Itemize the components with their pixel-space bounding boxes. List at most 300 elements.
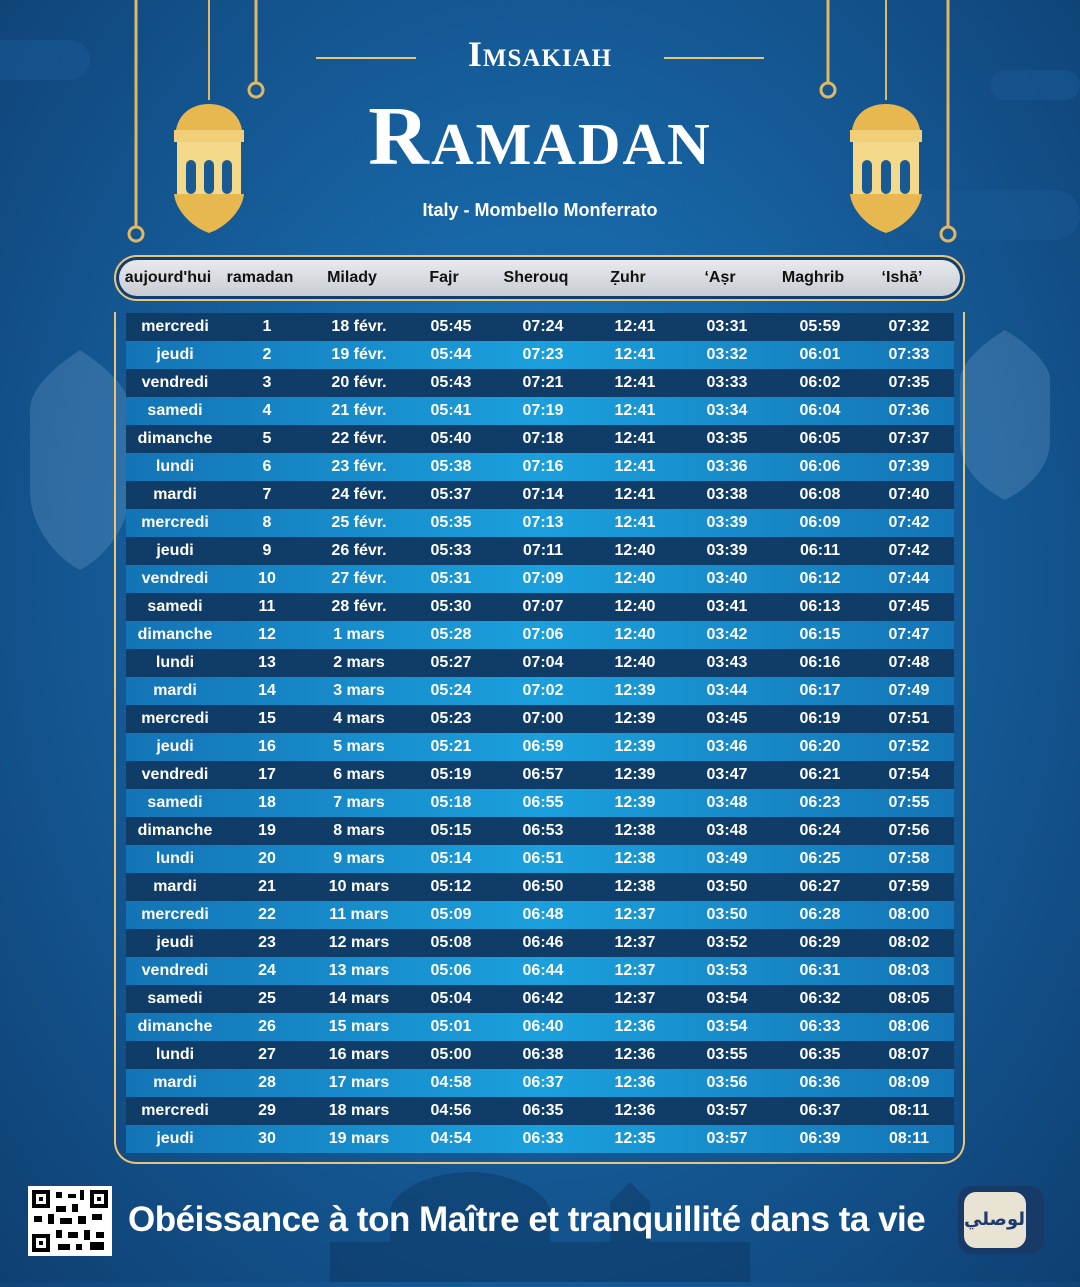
day-cell: jeudi	[156, 346, 194, 363]
asr-time-cell: 03:53	[706, 962, 748, 979]
maghrib-time-cell: 06:01	[799, 346, 841, 363]
asr-time-cell: 03:44	[706, 682, 748, 699]
table-row	[126, 481, 954, 509]
isha-time-cell: 07:37	[888, 430, 930, 447]
zuhr-time-cell: 12:41	[614, 318, 656, 335]
gregorian-date-cell: 27 févr.	[331, 570, 387, 587]
fajr-time-cell: 04:54	[430, 1130, 472, 1147]
gregorian-date-cell: 4 mars	[333, 710, 385, 727]
zuhr-time-cell: 12:41	[614, 486, 656, 503]
asr-time-cell: 03:56	[706, 1074, 748, 1091]
gregorian-date-cell: 3 mars	[333, 682, 385, 699]
sherouq-time-cell: 07:06	[522, 626, 564, 643]
sherouq-time-cell: 06:55	[522, 794, 564, 811]
table-row	[126, 425, 954, 453]
day-cell: mercredi	[141, 318, 209, 335]
isha-time-cell: 07:51	[888, 710, 930, 727]
day-cell: mardi	[153, 486, 197, 503]
asr-time-cell: 03:40	[706, 570, 748, 587]
isha-time-cell: 07:58	[888, 850, 930, 867]
zuhr-time-cell: 12:37	[614, 990, 656, 1007]
day-cell: mercredi	[141, 514, 209, 531]
isha-time-cell: 08:05	[888, 990, 930, 1007]
sherouq-time-cell: 06:57	[522, 766, 564, 783]
day-cell: vendredi	[141, 766, 209, 783]
sherouq-time-cell: 06:40	[522, 1018, 564, 1035]
asr-time-cell: 03:45	[706, 710, 748, 727]
ramadan-day-cell: 16	[258, 738, 276, 755]
maghrib-time-cell: 06:04	[799, 402, 841, 419]
ramadan-day-cell: 8	[262, 514, 272, 531]
table-row	[126, 985, 954, 1013]
table-row	[126, 537, 954, 565]
sherouq-time-cell: 07:24	[522, 318, 564, 335]
maghrib-time-cell: 06:05	[799, 430, 841, 447]
ramadan-day-cell: 24	[258, 962, 276, 979]
isha-time-cell: 07:48	[888, 654, 930, 671]
day-cell: samedi	[147, 990, 203, 1007]
table-row	[126, 929, 954, 957]
isha-time-cell: 07:56	[888, 822, 930, 839]
ramadan-day-cell: 27	[258, 1046, 276, 1063]
maghrib-time-cell: 06:37	[799, 1102, 841, 1119]
fajr-time-cell: 05:44	[430, 346, 472, 363]
ramadan-day-cell: 4	[262, 402, 272, 419]
table-row	[126, 565, 954, 593]
table-row	[126, 705, 954, 733]
table-row	[126, 397, 954, 425]
column-header-sherouq: Sherouq	[503, 269, 569, 286]
zuhr-time-cell: 12:37	[614, 962, 656, 979]
maghrib-time-cell: 06:33	[799, 1018, 841, 1035]
sherouq-time-cell: 06:53	[522, 822, 564, 839]
day-cell: vendredi	[141, 962, 209, 979]
sherouq-time-cell: 07:21	[522, 374, 564, 391]
fajr-time-cell: 05:12	[430, 878, 472, 895]
ramadan-day-cell: 30	[258, 1130, 276, 1147]
title-imsakiah: Imsakiah	[467, 34, 613, 74]
day-cell: mercredi	[141, 906, 209, 923]
maghrib-time-cell: 06:28	[799, 906, 841, 923]
day-cell: jeudi	[156, 738, 194, 755]
gregorian-date-cell: 10 mars	[328, 878, 390, 895]
maghrib-time-cell: 06:20	[799, 738, 841, 755]
sherouq-time-cell: 07:04	[522, 654, 564, 671]
fajr-time-cell: 05:40	[430, 430, 472, 447]
maghrib-time-cell: 06:24	[799, 822, 841, 839]
sherouq-time-cell: 07:02	[522, 682, 564, 699]
table-row	[126, 1013, 954, 1041]
gregorian-date-cell: 6 mars	[333, 766, 385, 783]
asr-time-cell: 03:46	[706, 738, 748, 755]
gregorian-date-cell: 19 mars	[328, 1130, 390, 1147]
zuhr-time-cell: 12:41	[614, 514, 656, 531]
isha-time-cell: 07:39	[888, 458, 930, 475]
zuhr-time-cell: 12:40	[614, 542, 656, 559]
fajr-time-cell: 05:01	[430, 1018, 472, 1035]
sherouq-time-cell: 07:18	[522, 430, 564, 447]
zuhr-time-cell: 12:39	[614, 738, 656, 755]
ramadan-day-cell: 11	[258, 598, 276, 615]
fajr-time-cell: 04:58	[430, 1074, 472, 1091]
gregorian-date-cell: 9 mars	[333, 850, 385, 867]
day-cell: jeudi	[156, 1130, 194, 1147]
sherouq-time-cell: 06:42	[522, 990, 564, 1007]
asr-time-cell: 03:42	[706, 626, 748, 643]
asr-time-cell: 03:38	[706, 486, 748, 503]
zuhr-time-cell: 12:38	[614, 822, 656, 839]
column-header-asr: ʻAṣr	[704, 269, 736, 286]
zuhr-time-cell: 12:35	[614, 1130, 656, 1147]
fajr-time-cell: 05:45	[430, 318, 472, 335]
table-row	[126, 593, 954, 621]
day-cell: lundi	[155, 458, 195, 475]
day-cell: dimanche	[137, 430, 213, 447]
isha-time-cell: 07:47	[888, 626, 930, 643]
gregorian-date-cell: 15 mars	[328, 1018, 390, 1035]
zuhr-time-cell: 12:36	[614, 1102, 656, 1119]
zuhr-time-cell: 12:38	[614, 850, 656, 867]
asr-time-cell: 03:41	[706, 598, 748, 615]
fajr-time-cell: 05:31	[430, 570, 472, 587]
table-header	[114, 255, 965, 301]
zuhr-time-cell: 12:39	[614, 682, 656, 699]
lantern-left-icon	[124, 0, 274, 245]
table-row	[126, 789, 954, 817]
asr-time-cell: 03:39	[706, 514, 748, 531]
column-header-ramadan: ramadan	[226, 269, 294, 286]
sherouq-time-cell: 06:51	[522, 850, 564, 867]
zuhr-time-cell: 12:36	[614, 1074, 656, 1091]
isha-time-cell: 07:45	[888, 598, 930, 615]
table-row	[126, 1069, 954, 1097]
gregorian-date-cell: 25 févr.	[331, 514, 387, 531]
isha-time-cell: 07:32	[888, 318, 930, 335]
ramadan-day-cell: 26	[258, 1018, 276, 1035]
fajr-time-cell: 05:24	[430, 682, 472, 699]
asr-time-cell: 03:47	[706, 766, 748, 783]
logo-badge	[964, 1192, 1032, 1248]
maghrib-time-cell: 06:39	[799, 1130, 841, 1147]
fajr-time-cell: 05:04	[430, 990, 472, 1007]
gregorian-date-cell: 18 févr.	[331, 318, 387, 335]
maghrib-time-cell: 06:16	[799, 654, 841, 671]
maghrib-time-cell: 06:19	[799, 710, 841, 727]
ramadan-day-cell: 28	[258, 1074, 276, 1091]
table-row	[126, 1097, 954, 1125]
lantern-right-icon	[810, 0, 960, 245]
isha-time-cell: 08:03	[888, 962, 930, 979]
ramadan-day-cell: 6	[262, 458, 272, 475]
sherouq-time-cell: 07:13	[522, 514, 564, 531]
sherouq-time-cell: 07:19	[522, 402, 564, 419]
asr-time-cell: 03:48	[706, 794, 748, 811]
isha-time-cell: 07:36	[888, 402, 930, 419]
sherouq-time-cell: 06:33	[522, 1130, 564, 1147]
maghrib-time-cell: 06:17	[799, 682, 841, 699]
maghrib-time-cell: 06:09	[799, 514, 841, 531]
day-cell: samedi	[147, 598, 203, 615]
fajr-time-cell: 05:15	[430, 822, 472, 839]
maghrib-time-cell: 06:32	[799, 990, 841, 1007]
table-row	[126, 621, 954, 649]
day-cell: dimanche	[137, 626, 213, 643]
fajr-time-cell: 05:00	[430, 1046, 472, 1063]
asr-time-cell: 03:34	[706, 402, 748, 419]
asr-time-cell: 03:36	[706, 458, 748, 475]
ramadan-day-cell: 29	[258, 1102, 276, 1119]
sherouq-time-cell: 06:35	[522, 1102, 564, 1119]
zuhr-time-cell: 12:37	[614, 934, 656, 951]
sherouq-time-cell: 06:48	[522, 906, 564, 923]
maghrib-time-cell: 06:36	[799, 1074, 841, 1091]
zuhr-time-cell: 12:40	[614, 570, 656, 587]
table-row	[126, 649, 954, 677]
app-logo	[958, 1186, 1044, 1254]
ramadan-day-cell: 15	[258, 710, 276, 727]
zuhr-time-cell: 12:41	[614, 458, 656, 475]
ramadan-day-cell: 13	[258, 654, 276, 671]
asr-time-cell: 03:43	[706, 654, 748, 671]
asr-time-cell: 03:52	[706, 934, 748, 951]
ramadan-day-cell: 10	[258, 570, 276, 587]
maghrib-time-cell: 06:08	[799, 486, 841, 503]
day-cell: mardi	[153, 682, 197, 699]
ramadan-day-cell: 21	[258, 878, 276, 895]
fajr-time-cell: 05:28	[430, 626, 472, 643]
day-cell: jeudi	[156, 934, 194, 951]
fajr-time-cell: 05:38	[430, 458, 472, 475]
table-header-inner	[119, 260, 960, 296]
ramadan-day-cell: 5	[262, 430, 272, 447]
zuhr-time-cell: 12:36	[614, 1018, 656, 1035]
prayer-times-table	[126, 313, 954, 1153]
day-cell: vendredi	[141, 374, 209, 391]
ramadan-day-cell: 17	[258, 766, 276, 783]
fajr-time-cell: 05:09	[430, 906, 472, 923]
ramadan-day-cell: 18	[258, 794, 276, 811]
sherouq-time-cell: 06:59	[522, 738, 564, 755]
sherouq-time-cell: 07:07	[522, 598, 564, 615]
maghrib-time-cell: 06:35	[799, 1046, 841, 1063]
title-ramadan: Ramadan	[368, 90, 712, 183]
sherouq-time-cell: 07:16	[522, 458, 564, 475]
sherouq-time-cell: 07:09	[522, 570, 564, 587]
gregorian-date-cell: 13 mars	[328, 962, 390, 979]
day-cell: samedi	[147, 402, 203, 419]
isha-time-cell: 07:35	[888, 374, 930, 391]
ramadan-day-cell: 1	[262, 318, 272, 335]
maghrib-time-cell: 05:59	[799, 318, 841, 335]
table-row	[126, 1041, 954, 1069]
sherouq-time-cell: 07:11	[522, 542, 564, 559]
maghrib-time-cell: 06:12	[799, 570, 841, 587]
fajr-time-cell: 05:23	[430, 710, 472, 727]
isha-time-cell: 08:09	[888, 1074, 930, 1091]
isha-time-cell: 07:33	[888, 346, 930, 363]
table-row	[126, 313, 954, 341]
isha-time-cell: 07:44	[888, 570, 930, 587]
asr-time-cell: 03:33	[706, 374, 748, 391]
column-header-fajr: Fajr	[429, 269, 459, 286]
sherouq-time-cell: 06:50	[522, 878, 564, 895]
ramadan-day-cell: 12	[258, 626, 276, 643]
gregorian-date-cell: 26 févr.	[331, 542, 387, 559]
asr-time-cell: 03:54	[706, 990, 748, 1007]
maghrib-time-cell: 06:27	[799, 878, 841, 895]
fajr-time-cell: 05:30	[430, 598, 472, 615]
fajr-time-cell: 05:21	[430, 738, 472, 755]
ramadan-day-cell: 7	[262, 486, 272, 503]
gregorian-date-cell: 2 mars	[333, 654, 385, 671]
day-cell: jeudi	[156, 542, 194, 559]
gregorian-date-cell: 21 févr.	[331, 402, 387, 419]
sherouq-time-cell: 06:38	[522, 1046, 564, 1063]
table-row	[126, 957, 954, 985]
asr-time-cell: 03:54	[706, 1018, 748, 1035]
isha-time-cell: 07:42	[888, 514, 930, 531]
zuhr-time-cell: 12:41	[614, 402, 656, 419]
asr-time-cell: 03:31	[706, 318, 748, 335]
isha-time-cell: 07:55	[888, 794, 930, 811]
ramadan-day-cell: 25	[258, 990, 276, 1007]
asr-time-cell: 03:35	[706, 430, 748, 447]
ramadan-day-cell: 19	[258, 822, 276, 839]
isha-time-cell: 07:42	[888, 542, 930, 559]
day-cell: vendredi	[141, 570, 209, 587]
gregorian-date-cell: 18 mars	[328, 1102, 390, 1119]
table-row	[126, 873, 954, 901]
asr-time-cell: 03:32	[706, 346, 748, 363]
footer-slogan: Obéissance à ton Maître et tranquillité dans ta vie	[128, 1200, 926, 1239]
ramadan-day-cell: 3	[262, 374, 272, 391]
sherouq-time-cell: 06:37	[522, 1074, 564, 1091]
asr-time-cell: 03:48	[706, 822, 748, 839]
gregorian-date-cell: 28 févr.	[331, 598, 387, 615]
fajr-time-cell: 05:27	[430, 654, 472, 671]
maghrib-time-cell: 06:15	[799, 626, 841, 643]
maghrib-time-cell: 06:23	[799, 794, 841, 811]
gregorian-date-cell: 1 mars	[333, 626, 385, 643]
logo-text: الوصلي	[964, 1209, 1032, 1230]
gregorian-date-cell: 14 mars	[328, 990, 390, 1007]
isha-time-cell: 07:59	[888, 878, 930, 895]
table-row	[126, 761, 954, 789]
fajr-time-cell: 05:37	[430, 486, 472, 503]
isha-time-cell: 08:06	[888, 1018, 930, 1035]
table-row	[126, 341, 954, 369]
zuhr-time-cell: 12:36	[614, 1046, 656, 1063]
fajr-time-cell: 05:18	[430, 794, 472, 811]
gregorian-date-cell: 8 mars	[333, 822, 385, 839]
asr-time-cell: 03:57	[706, 1102, 748, 1119]
isha-time-cell: 08:00	[888, 906, 930, 923]
day-cell: mardi	[153, 878, 197, 895]
maghrib-time-cell: 06:21	[799, 766, 841, 783]
table-row	[126, 453, 954, 481]
ramadan-day-cell: 14	[258, 682, 276, 699]
location-label: Italy - Mombello Monferrato	[422, 200, 658, 220]
sherouq-time-cell: 06:46	[522, 934, 564, 951]
table-row	[126, 369, 954, 397]
gregorian-date-cell: 19 févr.	[331, 346, 387, 363]
gregorian-date-cell: 24 févr.	[331, 486, 387, 503]
zuhr-time-cell: 12:40	[614, 654, 656, 671]
fajr-time-cell: 05:41	[430, 402, 472, 419]
fajr-time-cell: 05:33	[430, 542, 472, 559]
table-row	[126, 509, 954, 537]
isha-time-cell: 08:02	[888, 934, 930, 951]
maghrib-time-cell: 06:06	[799, 458, 841, 475]
gregorian-date-cell: 17 mars	[328, 1074, 390, 1091]
ramadan-day-cell: 23	[258, 934, 276, 951]
day-cell: dimanche	[137, 1018, 213, 1035]
table-row	[126, 1125, 954, 1153]
maghrib-time-cell: 06:02	[799, 374, 841, 391]
sherouq-time-cell: 07:14	[522, 486, 564, 503]
table-row	[126, 677, 954, 705]
gregorian-date-cell: 22 févr.	[331, 430, 387, 447]
column-header-maghrib: Maghrib	[781, 269, 845, 286]
zuhr-time-cell: 12:40	[614, 626, 656, 643]
gregorian-date-cell: 5 mars	[333, 738, 385, 755]
zuhr-time-cell: 12:37	[614, 906, 656, 923]
table-row	[126, 817, 954, 845]
fajr-time-cell: 05:19	[430, 766, 472, 783]
day-cell: mercredi	[141, 710, 209, 727]
day-cell: lundi	[155, 850, 195, 867]
ramadan-day-cell: 2	[262, 346, 272, 363]
isha-time-cell: 08:11	[888, 1102, 930, 1119]
maghrib-time-cell: 06:13	[799, 598, 841, 615]
asr-time-cell: 03:50	[706, 878, 748, 895]
fajr-time-cell: 05:08	[430, 934, 472, 951]
day-cell: lundi	[155, 1046, 195, 1063]
day-cell: samedi	[147, 794, 203, 811]
sherouq-time-cell: 07:00	[522, 710, 564, 727]
column-header-milady: Milady	[327, 269, 377, 286]
isha-time-cell: 07:54	[888, 766, 930, 783]
gregorian-date-cell: 20 févr.	[331, 374, 387, 391]
isha-time-cell: 08:11	[888, 1130, 930, 1147]
maghrib-time-cell: 06:31	[799, 962, 841, 979]
column-header-zuhr: Ẓuhr	[610, 269, 646, 286]
asr-time-cell: 03:39	[706, 542, 748, 559]
zuhr-time-cell: 12:38	[614, 878, 656, 895]
isha-time-cell: 07:49	[888, 682, 930, 699]
table-row	[126, 733, 954, 761]
asr-time-cell: 03:50	[706, 906, 748, 923]
isha-time-cell: 07:40	[888, 486, 930, 503]
column-header-day: aujourd'hui	[124, 269, 212, 286]
ramadan-day-cell: 20	[258, 850, 276, 867]
column-header-isha: ʻIshā’	[881, 269, 923, 286]
isha-time-cell: 08:07	[888, 1046, 930, 1063]
ramadan-day-cell: 22	[258, 906, 276, 923]
fajr-time-cell: 05:06	[430, 962, 472, 979]
isha-time-cell: 07:52	[888, 738, 930, 755]
gregorian-date-cell: 16 mars	[328, 1046, 390, 1063]
maghrib-time-cell: 06:11	[799, 542, 841, 559]
qr-code-icon	[28, 1186, 112, 1256]
zuhr-time-cell: 12:39	[614, 794, 656, 811]
zuhr-time-cell: 12:41	[614, 430, 656, 447]
gregorian-date-cell: 12 mars	[328, 934, 390, 951]
sherouq-time-cell: 07:23	[522, 346, 564, 363]
fajr-time-cell: 04:56	[430, 1102, 472, 1119]
asr-time-cell: 03:49	[706, 850, 748, 867]
zuhr-time-cell: 12:39	[614, 766, 656, 783]
